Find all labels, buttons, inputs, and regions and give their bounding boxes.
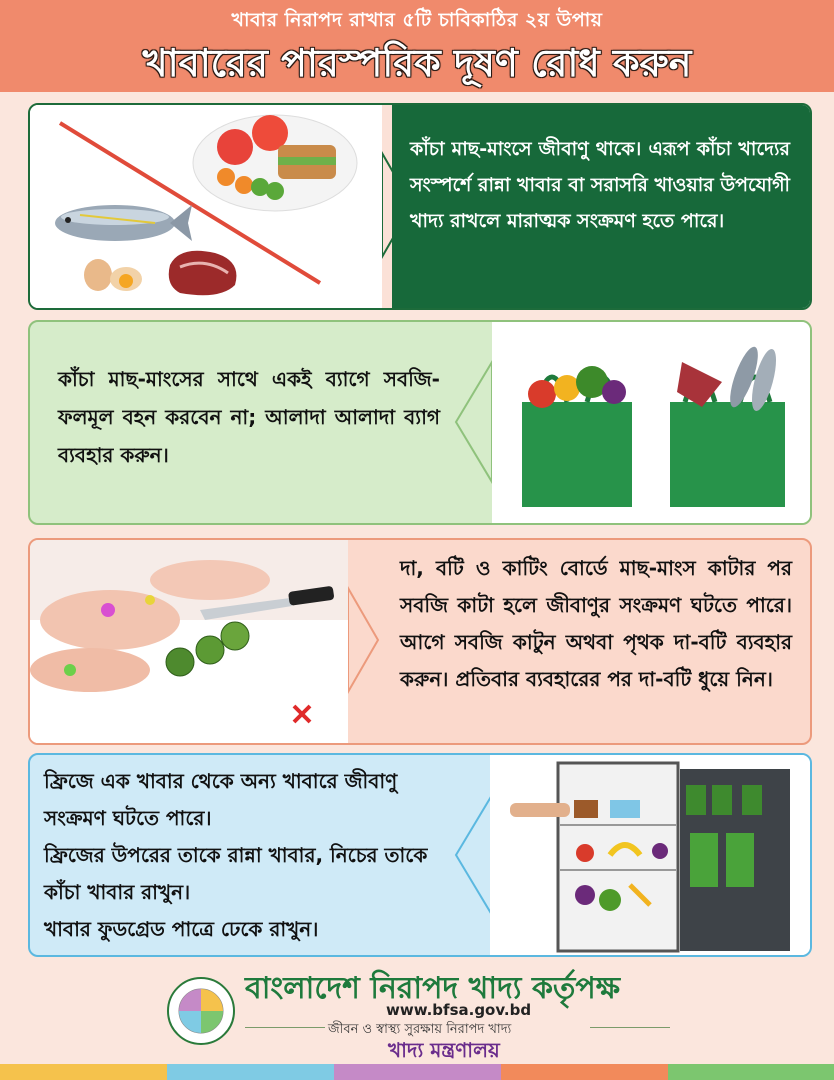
color-stripe-1 — [0, 1064, 167, 1080]
card3-text: দা, বটি ও কাটিং বোর্ডে মাছ-মাংস কাটার পর সবজি কাটা হলে জীবাণুর সংক্রমণ ঘটতে পারে। আগে সবজি কাটুন অথবা পৃথক দা-বটি ব্যবহার করুন। প্রতিবার ব্যবহারের পর দা-বটি ধুয়ে নিন। — [400, 556, 792, 691]
card4-line-1: ফ্রিজে এক খাবার থেকে অন্য খাবারে জীবাণু সংক্রমণ ঘটতে পারে। — [44, 769, 398, 830]
card-fridge-storage — [28, 753, 812, 957]
card4-line-2: ফ্রিজের উপরের তাকে রান্না খাবার, নিচের তাকে কাঁচা খাবার রাখুন। — [44, 843, 428, 904]
plate-with-food-icon — [193, 115, 357, 211]
divider-right — [590, 1027, 670, 1028]
card-separate-bags — [28, 320, 812, 525]
card-raw-food-contact — [28, 103, 812, 310]
card1-text: কাঁচা মাছ-মাংসে জীবাণু থাকে। এরূপ কাঁচা খাদ্যের সংস্পর্শে রান্না খাবার বা সরাসরি খাওয়ার উপযোগী খাদ্য রাখলে মারাত্মক সংক্রমণ হতে পারে। — [410, 138, 790, 232]
org-name: বাংলাদেশ নিরাপদ খাদ্য কর্তৃপক্ষ — [245, 971, 621, 1006]
food-illustration — [30, 105, 382, 308]
header-banner — [0, 0, 834, 92]
chevron-left-icon — [456, 795, 492, 915]
refrigerator-icon — [558, 763, 790, 951]
divider-left — [245, 1027, 325, 1028]
tagline: জীবন ও স্বাস্থ্য সুরক্ষায় নিরাপদ খাদ্য — [328, 1022, 512, 1037]
ministry-name: খাদ্য মন্ত্রণালয় — [388, 1038, 500, 1062]
chevron-left-icon — [456, 362, 492, 482]
color-stripe-4 — [501, 1064, 668, 1080]
color-stripe-3 — [334, 1064, 501, 1080]
vegetable-bag-icon — [522, 366, 632, 507]
grocery-bags-illustration — [492, 322, 810, 523]
header-subtitle: খাবার নিরাপদ রাখার ৫টি চাবিকাঠির ২য় উপায় — [231, 9, 603, 31]
fish-icon — [55, 205, 192, 241]
card2-text: কাঁচা মাছ-মাংসের সাথে একই ব্যাগে সবজি-ফলমূল বহন করবেন না; আলাদা আলাদা ব্যাগ ব্যবহার করুন। — [58, 367, 440, 467]
color-stripe-2 — [167, 1064, 334, 1080]
card4-text-block — [44, 763, 464, 948]
color-stripe-5 — [668, 1064, 834, 1080]
card-cutting-board — [28, 538, 812, 745]
website-link[interactable]: www.bfsa.gov.bd — [386, 1001, 532, 1019]
header-title: খাবারের পারস্পরিক দূষণ রোধ করুন — [142, 41, 692, 85]
bfsa-logo — [166, 976, 236, 1046]
refrigerator-illustration — [490, 755, 810, 955]
card4-line-3: খাবার ফুডগ্রেড পাত্রে ঢেকে রাখুন। — [44, 917, 319, 941]
raw-meat-icon — [169, 251, 237, 296]
meat-fish-bag-icon — [670, 344, 785, 507]
chevron-right-icon — [348, 588, 378, 692]
eggs-icon — [84, 259, 142, 291]
hand-icon — [510, 803, 570, 817]
cutting-board-illustration — [30, 540, 348, 743]
